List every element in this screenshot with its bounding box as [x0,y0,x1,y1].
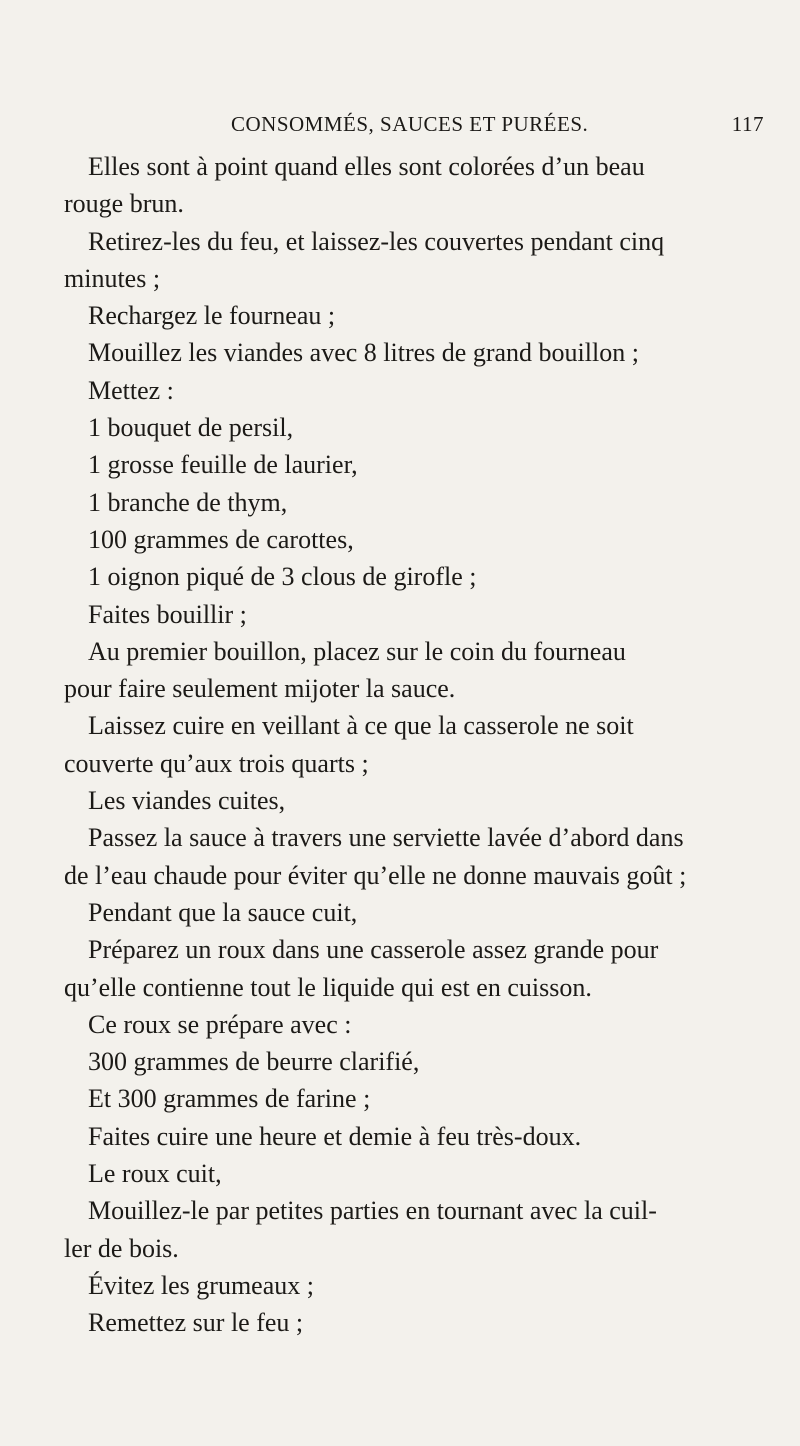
text-line: Les viandes cuites, [88,786,286,816]
text-line: Au premier bouillon, placez sur le coin du fourneau [88,636,626,666]
text-line: Mouillez les viandes avec 8 litres de grand bouillon ; [88,338,639,368]
text-line: Le roux cuit, [88,1159,222,1189]
text-line: qu’elle contienne tout le liquide qui est en cuisson. [64,972,592,1002]
text-line: Elles sont à point quand elles sont colorées d’un beau [88,152,645,181]
text-line: Pendant que la sauce cuit, [88,897,358,927]
text-line: Préparez un roux dans une casserole assez grande pour [88,935,659,965]
text-line: pour faire seulement mijoter la sauce. [64,674,456,704]
text-line: 1 bouquet de persil, [88,413,294,443]
page-number: 117 [731,112,764,136]
body-text [64,148,738,1342]
text-line: 1 oignon piqué de 3 clous de girofle ; [88,562,477,592]
text-line: Rechargez le fourneau ; [88,301,336,331]
text-line: 300 grammes de beurre clarifié, [88,1047,420,1077]
text-line: rouge brun. [64,189,184,219]
text-line: Et 300 grammes de farine ; [88,1084,371,1114]
text-line: couverte qu’aux trois quarts ; [64,748,369,778]
text-line: 1 grosse feuille de laurier, [88,450,358,480]
text-line: Laissez cuire en veillant à ce que la casserole ne soit [88,711,634,741]
text-line: Faites bouillir ; [88,599,247,629]
text-line: Retirez-les du feu, et laissez-les couvertes pendant cinq [88,226,665,256]
text-line: 1 branche de thym, [88,487,288,517]
text-line: Évitez les grumeaux ; [88,1270,314,1300]
text-line: Remettez sur le feu ; [88,1308,304,1338]
text-line: ler de bois. [64,1233,179,1263]
running-title: CONSOMMÉS, SAUCES ET PURÉES. [231,112,589,136]
text-line: Faites cuire une heure et demie à feu très-doux. [88,1121,582,1151]
text-line: Mettez : [88,375,174,405]
text-line: minutes ; [64,263,161,293]
text-line: 100 grammes de carottes, [88,524,354,554]
text-line: Passez la sauce à travers une serviette lavée d’abord dans [88,823,684,853]
text-line: de l’eau chaude pour éviter qu’elle ne donne mauvais goût ; [64,860,687,890]
text-line: Mouillez-le par petites parties en tournant avec la cuil- [88,1196,657,1226]
running-head [64,112,764,142]
text-line: Ce roux se prépare avec : [88,1009,352,1039]
